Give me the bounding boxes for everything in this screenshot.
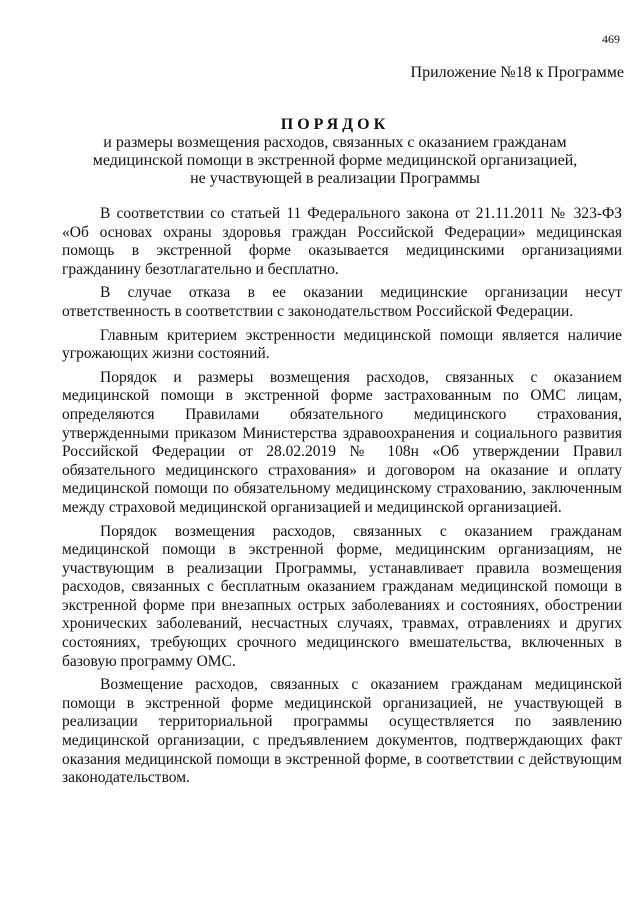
subtitle-line-3: не участвующей в реализации Программы [190, 170, 480, 187]
paragraph-liability: В случае отказа в ее оказании медицинские организации несут ответственность в соответствии с законодательством Российской Федерации. [62, 284, 622, 320]
paragraph-insured-reimbursement: Порядок и размеры возмещения расходов, связанных с оказанием медицинской помощи в экстренной форме застрахованным по ОМС лицам, определяются Правилами обязательного медицинского страхования, утвержденными приказом Министерства здравоохранения и социального развития Российской Федерации от 28.02.2019 № 108н «Об утверждении Правил обязательного медицинского страхования» и договором на оказание и оплату медицинской помощи по обязательному медицинскому страхованию, заключенным между страховой медицинской организацией и медицинской организацией. [62, 368, 622, 516]
title-block [40, 116, 630, 188]
subtitle-line-1: и размеры возмещения расходов, связанных с оказанием гражданам [103, 134, 567, 151]
document-title: ПОРЯДОК [280, 116, 390, 133]
paragraph-legal-basis: В соответствии со статьей 11 Федерального закона от 21.11.2011 № 323-ФЗ «Об основах охраны здоровья граждан Российской Федерации» медицинская помощь в экстренной форме оказывается медицинскими организациями гражданину безотлагательно и бесплатно. [62, 205, 622, 278]
paragraph-reimbursement-procedure: Порядок возмещения расходов, связанных с оказанием гражданам медицинской помощи в экстренной форме, медицинским организациям, не участвующим в реализации Программы, устанавливает правила возмещения расходов, связанных с бесплатным оказанием гражданам медицинской помощи в экстренной форме при внезапных острых заболеваниях и состояниях, обострении хронических заболеваний, несчастных случаях, травмах, отравлениях и других состояниях, требующих срочного медицинского вмешательства, включенных в базовую программу ОМС. [62, 522, 622, 670]
subtitle-line-2: медицинской помощи в экстренной форме медицинской организацией, [92, 152, 578, 169]
appendix-reference: Приложение №18 к Программе [410, 64, 624, 81]
document-body [62, 205, 622, 793]
paragraph-emergency-criterion: Главным критерием экстренности медицинской помощи является наличие угрожающих жизни состояний. [62, 326, 622, 363]
paragraph-reimbursement-application: Возмещение расходов, связанных с оказанием гражданам медицинской помощи в экстренной форме медицинской организацией, не участвующей в реализации территориальной программы осуществляется по заявлению медицинской организации, с предъявлением документов, подтверждающих факт оказания медицинской помощи в экстренной форме, в соответствии с действующим законодательством. [62, 676, 622, 787]
page-number: 469 [602, 32, 620, 46]
